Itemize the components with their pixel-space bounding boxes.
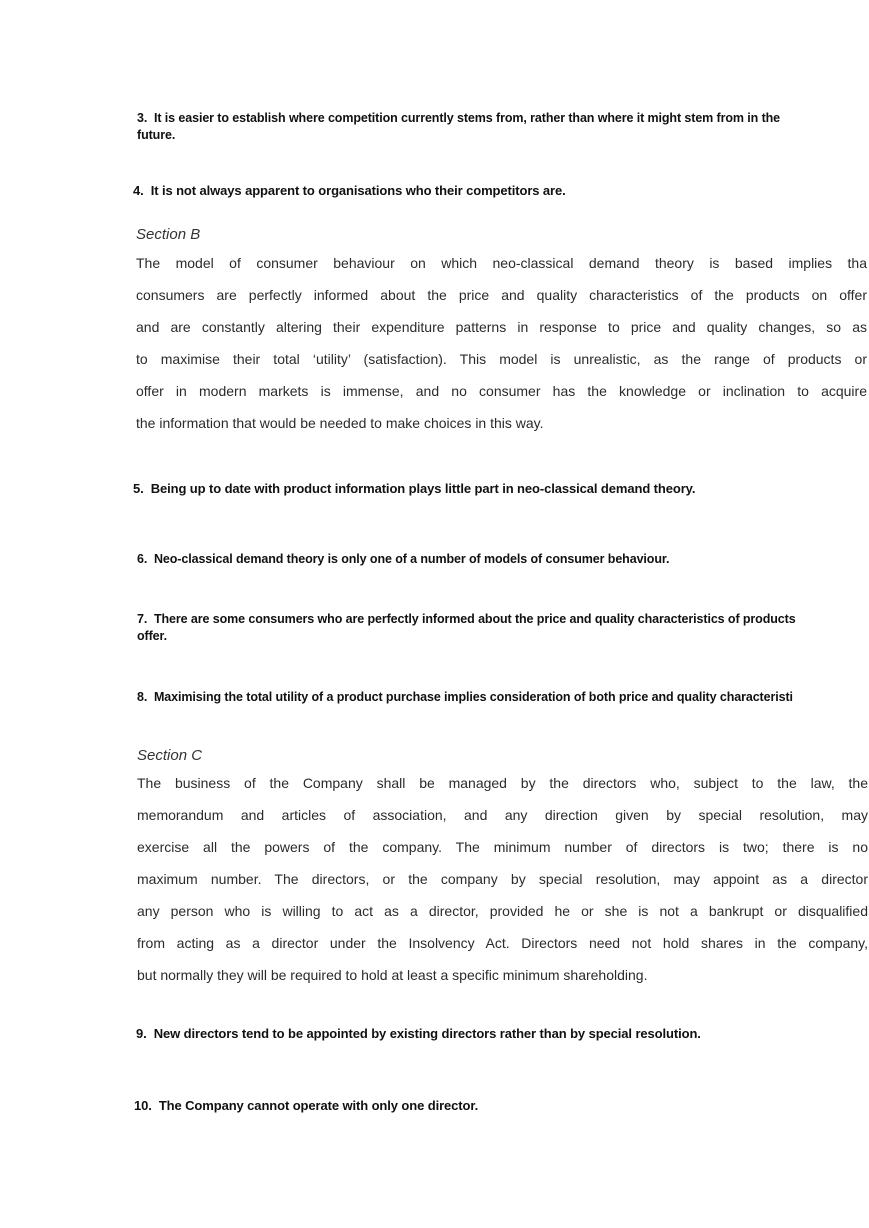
section-b-line: the information that would be needed to make choices in this way. xyxy=(136,415,544,431)
section-c-line: exercise all the powers of the company. The minimum number of directors is two; there is no xyxy=(137,839,868,855)
section-b-title: Section B xyxy=(136,226,201,243)
question-5 xyxy=(133,480,695,497)
question-3-text: It is easier to establish where competition currently stems from, rather than where it might stem from in the xyxy=(153,111,781,125)
question-5-text: Being up to date with product information plays little part in neo-classical demand theory. xyxy=(150,481,696,496)
question-7-line-1 xyxy=(137,611,796,628)
section-c-line: any person who is willing to act as a director, provided he or she is not a bankrupt or disqualified xyxy=(137,903,868,919)
question-6 xyxy=(137,551,669,568)
question-8-text: Maximising the total utility of a product purchase implies consideration of both price and quality characteristi xyxy=(153,690,793,704)
question-9 xyxy=(136,1025,701,1042)
question-4-number: 4. xyxy=(133,183,144,198)
section-b-paragraph xyxy=(136,247,869,439)
section-c-line: but normally they will be required to hold at least a specific minimum shareholding. xyxy=(137,967,648,983)
question-6-text: Neo-classical demand theory is only one of a number of models of consumer behaviour. xyxy=(153,552,670,566)
section-b-line: and are constantly altering their expenditure patterns in response to price and quality changes, so as xyxy=(136,319,867,335)
question-5-number: 5. xyxy=(133,481,144,496)
question-10-number: 10. xyxy=(134,1098,152,1113)
question-6-number: 6. xyxy=(137,552,148,566)
section-c-line: The business of the Company shall be managed by the directors who, subject to the law, the xyxy=(137,775,868,791)
question-9-number: 9. xyxy=(136,1026,147,1041)
question-7-number: 7. xyxy=(137,612,148,626)
question-8 xyxy=(137,689,869,706)
question-4-text: It is not always apparent to organisations who their competitors are. xyxy=(150,183,566,198)
section-b-line: to maximise their total ‘utility’ (satisfaction). This model is unrealistic, as the range of products or xyxy=(136,351,867,367)
question-7 xyxy=(137,611,796,645)
section-c-title: Section C xyxy=(137,747,203,764)
question-7-line-2: offer. xyxy=(137,629,167,643)
question-7-text: There are some consumers who are perfectly informed about the price and quality characteristics of products xyxy=(153,612,796,626)
question-3 xyxy=(137,110,857,144)
section-b-line: consumers are perfectly informed about the price and quality characteristics of the products on offer xyxy=(136,287,867,303)
section-c-line: memorandum and articles of association, and any direction given by special resolution, may xyxy=(137,807,868,823)
question-10-text: The Company cannot operate with only one director. xyxy=(158,1098,479,1113)
question-8-number: 8. xyxy=(137,690,148,704)
section-b-line: The model of consumer behaviour on which neo-classical demand theory is based implies tha xyxy=(136,255,867,271)
question-9-text: New directors tend to be appointed by existing directors rather than by special resolution. xyxy=(153,1026,701,1041)
section-c-line: maximum number. The directors, or the company by special resolution, may appoint as a director xyxy=(137,871,868,887)
question-3-line-1 xyxy=(137,110,857,127)
section-c-paragraph xyxy=(137,767,869,991)
section-b-line: offer in modern markets is immense, and no consumer has the knowledge or inclination to acquire xyxy=(136,383,867,399)
question-3-number: 3. xyxy=(137,111,148,125)
question-10 xyxy=(134,1097,478,1114)
question-4 xyxy=(133,182,566,199)
question-3-line-2: future. xyxy=(137,128,176,142)
section-c-line: from acting as a director under the Insolvency Act. Directors need not hold shares in the company, xyxy=(137,935,868,951)
